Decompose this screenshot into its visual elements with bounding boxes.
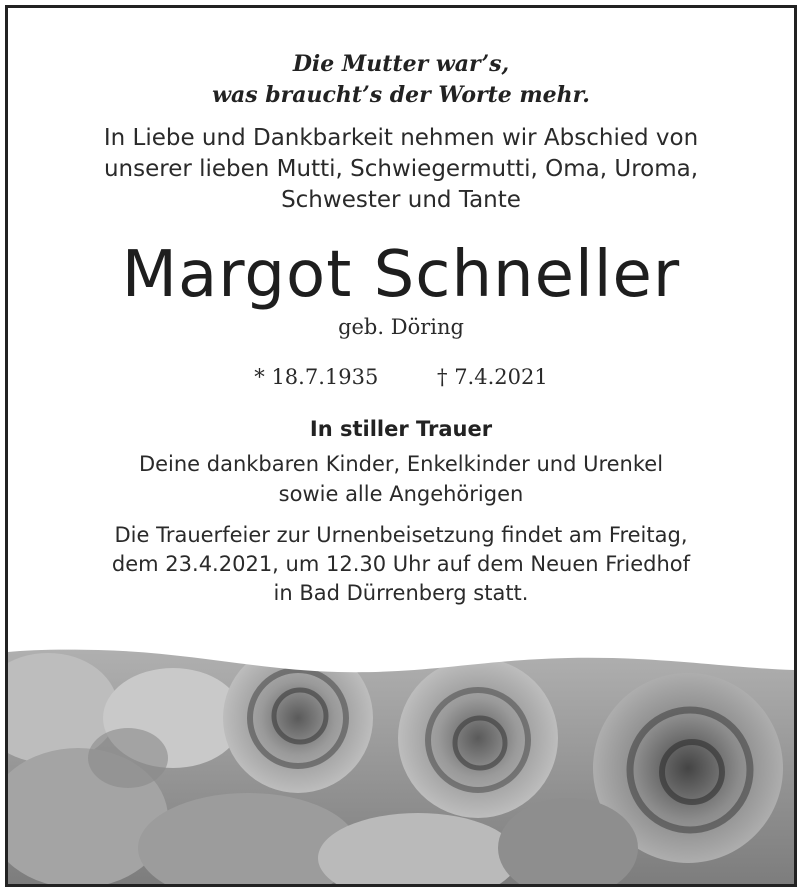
ceremony-line: dem 23.4.2021, um 12.30 Uhr auf dem Neuen Friedhof: [111, 552, 691, 576]
roses-photo-icon: [8, 648, 794, 884]
ceremony-line: Die Trauerfeier zur Urnenbeisetzung findet am Freitag,: [114, 523, 688, 547]
motto-line: Die Mutter war’s,: [292, 51, 510, 77]
mourners-line: sowie alle Angehörigen: [278, 482, 524, 506]
obituary-text: [8, 8, 794, 608]
motto-line: was braucht’s der Worte mehr.: [212, 82, 590, 108]
life-dates: [8, 362, 794, 392]
mourners-line: Deine dankbaren Kinder, Enkelkinder und Urenkel: [138, 452, 664, 476]
death-date: † 7.4.2021: [437, 365, 548, 389]
mourning-heading: In stiller Trauer: [309, 417, 493, 441]
mourners-list: [8, 449, 794, 509]
ceremony-info: [8, 521, 794, 608]
intro-line: unserer lieben Mutti, Schwiegermutti, Oma, Uroma,: [103, 156, 699, 182]
birth-date: * 18.7.1935: [254, 365, 379, 389]
ceremony-line: in Bad Dürrenberg statt.: [273, 581, 529, 605]
motto: [8, 49, 794, 111]
intro-text: [8, 123, 794, 216]
intro-line: Schwester und Tante: [281, 187, 521, 213]
obituary-card: [5, 5, 797, 887]
deceased-name: Margot Schneller: [121, 238, 681, 312]
maiden-name: geb. Döring: [338, 315, 464, 339]
intro-line: In Liebe und Dankbarkeit nehmen wir Abschied von: [103, 125, 699, 151]
